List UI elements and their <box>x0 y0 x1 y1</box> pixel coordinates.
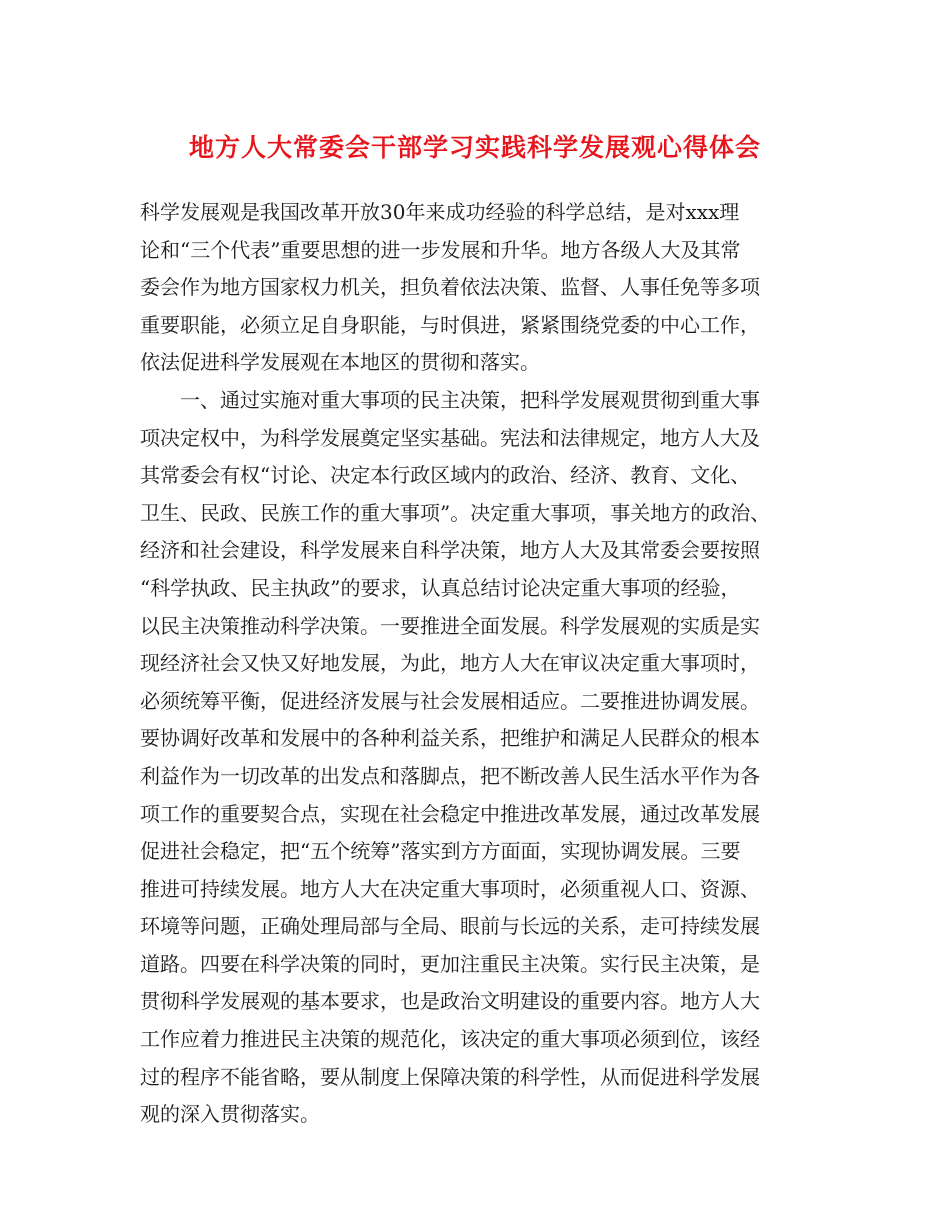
text-line: 其常委会有权“讨论、决定本行政区域内的政治、经济、教育、文化、 <box>140 463 751 488</box>
text-line: 促进社会稳定，把“五个统筹”落实到方方面面，实现协调发展。三要 <box>140 839 741 864</box>
text-line: 项工作的重要契合点，实现在社会稳定中推进改革发展，通过改革发展 <box>140 801 760 826</box>
text-line: 环境等问题，正确处理局部与全局、眼前与长远的关系，走可持续发展 <box>140 914 760 939</box>
text-line: 项决定权中，为科学发展奠定坚实基础。宪法和法律规定，地方人大及 <box>140 425 760 450</box>
text-line: 过的程序不能省略，要从制度上保障决策的科学性，从而促进科学发展 <box>140 1064 760 1089</box>
text-line: 道路。四要在科学决策的同时，更加注重民主决策。实行民主决策，是 <box>140 951 760 976</box>
paragraph-intro <box>140 194 824 382</box>
text-line: 重要职能，必须立足自身职能，与时俱进，紧紧围绕党委的中心工作， <box>140 312 760 337</box>
text-line: 科学发展观是我国改革开放30年来成功经验的科学总结，是对xxx理 <box>140 200 740 224</box>
text-line: 现经济社会又快又好地发展，为此，地方人大在审议决定重大事项时， <box>140 651 760 676</box>
text-line: 依法促进科学发展观在本地区的贯彻和落实。 <box>140 350 540 375</box>
text-line: 以民主决策推动科学决策。一要推进全面发展。科学发展观的实质是实 <box>140 613 760 638</box>
text-line: 经济和社会建设，科学发展来自科学决策，地方人大及其常委会要按照 <box>140 538 760 563</box>
document-body <box>140 194 824 1134</box>
document-title: 地方人大常委会干部学习实践科学发展观心得体会 <box>188 133 761 162</box>
text-line-first: 一、通过实施对重大事项的民主决策，把科学发展观贯彻到重大事 <box>180 387 760 412</box>
text-line: 委会作为地方国家权力机关，担负着依法决策、监督、人事任免等多项 <box>140 275 760 300</box>
text-line: “科学执政、民主执政”的要求，认真总结讨论决定重大事项的经验， <box>140 575 741 600</box>
text-line: 卫生、民政、民族工作的重大事项”。决定重大事项，事关地方的政治、 <box>140 500 771 525</box>
text-line: 推进可持续发展。地方人大在决定重大事项时，必须重视人口、资源、 <box>140 876 760 901</box>
text-line: 工作应着力推进民主决策的规范化，该决定的重大事项必须到位，该经 <box>140 1027 760 1052</box>
text-line: 利益作为一切改革的出发点和落脚点，把不断改善人民生活水平作为各 <box>140 763 760 788</box>
text-line: 论和“三个代表”重要思想的进一步发展和升华。地方各级人大及其常 <box>140 237 741 262</box>
text-line: 贯彻科学发展观的基本要求，也是政治文明建设的重要内容。地方人大 <box>140 989 760 1014</box>
text-line: 要协调好改革和发展中的各种利益关系，把维护和满足人民群众的根本 <box>140 726 760 751</box>
text-line: 必须统筹平衡，促进经济发展与社会发展相适应。二要推进协调发展。 <box>140 688 760 713</box>
text-line: 观的深入贯彻落实。 <box>140 1102 320 1127</box>
paragraph-section-one <box>140 382 824 1134</box>
